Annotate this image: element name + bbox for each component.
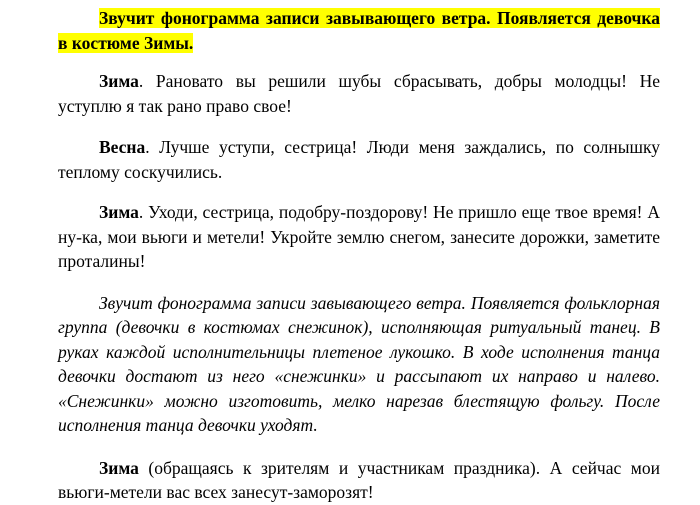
dialogue-text: (обращаясь к зрителям и участникам праздника). А сейчас мои вьюги-метели вас всех занесут-заморозят! bbox=[58, 457, 660, 502]
dialogue-text: . Рановато вы решили шубы сбрасывать, добры молодцы! Не уступлю я так рано право свое! bbox=[58, 71, 660, 116]
dialogue-paragraph bbox=[58, 69, 660, 118]
speaker-name: Зима bbox=[99, 457, 139, 478]
speaker-name: Зима bbox=[99, 202, 139, 222]
highlighted-text: Звучит фонограмма записи завывающего ветра. Появляется девочка в костюме Зимы. bbox=[58, 8, 660, 53]
stage-direction-italic bbox=[58, 291, 660, 438]
speaker-name: Зима bbox=[99, 71, 139, 91]
dialogue-paragraph bbox=[58, 135, 660, 184]
dialogue-paragraph bbox=[58, 456, 660, 505]
stage-direction-paragraph bbox=[58, 6, 660, 55]
dialogue-paragraph bbox=[58, 200, 660, 274]
speaker-name: Весна bbox=[99, 137, 146, 157]
dialogue-text: . Уходи, сестрица, подобру-поздорову! Не пришло еще твое время! А ну-ка, мои вьюги и метели! Укройте землю снегом, занесите дорожки, заметите проталины! bbox=[58, 202, 660, 271]
dialogue-text: . Лучше уступи, сестрица! Люди меня заждались, по солнышку теплому соскучились. bbox=[58, 137, 660, 182]
stage-direction-text: Звучит фонограмма записи завывающего ветра. Появляется фольклорная группа (девочки в костюмах снежинок), исполняющая ритуальный танец. В руках каждой исполнительницы плетеное лукошко. В ходе исполнения танца девочки достают из него «снежинки» и рассыпают их направо и налево. «Снежинки» можно изготовить, мелко нарезав блестящую фольгу. После исполнения танца девочки уходят. bbox=[58, 292, 660, 435]
